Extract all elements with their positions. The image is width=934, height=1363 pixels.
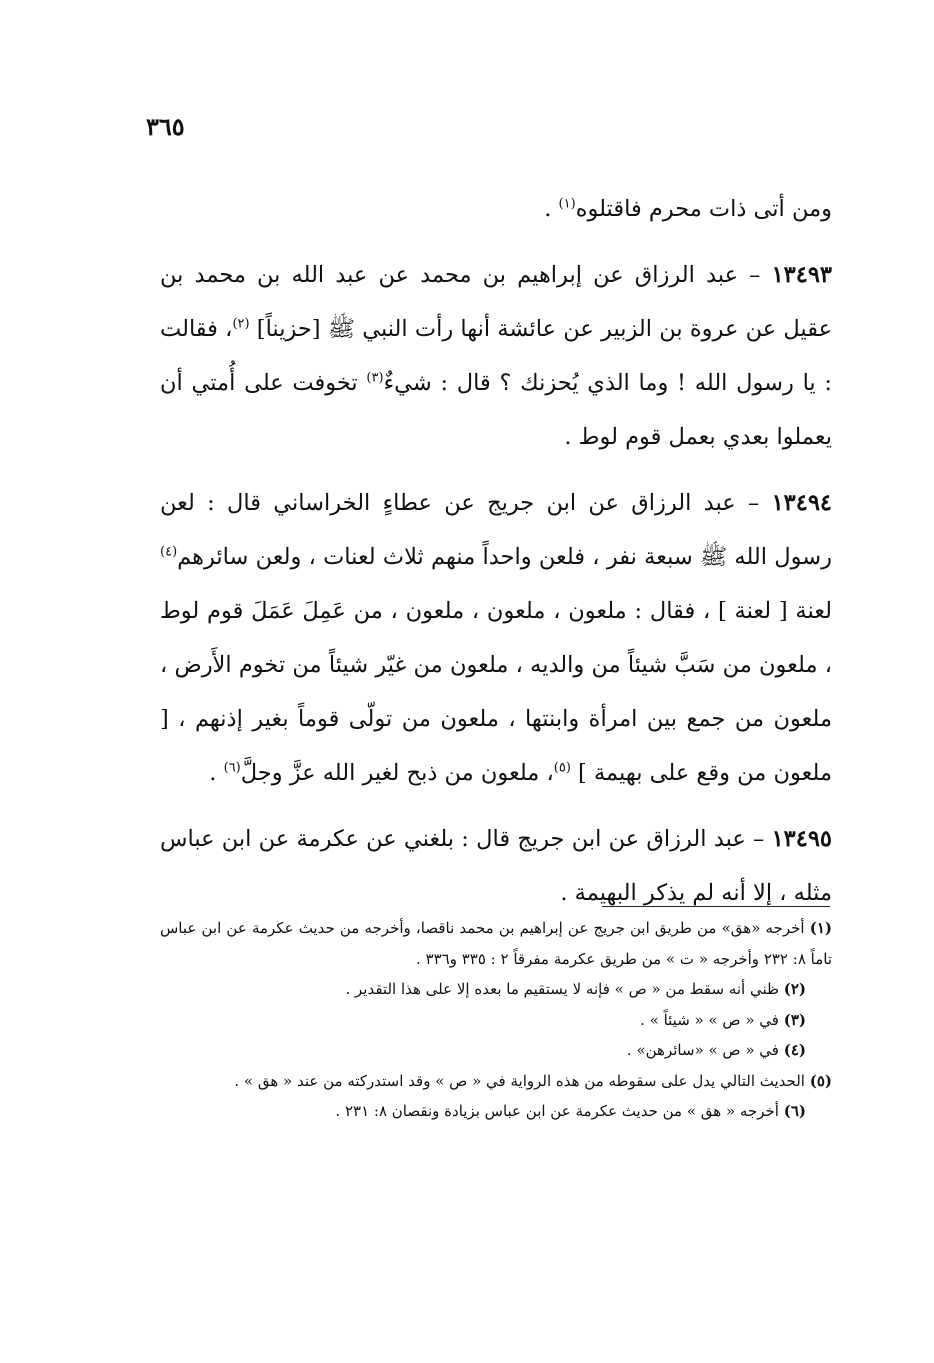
hadith-13493 <box>160 248 832 464</box>
footnote-text: أخرجه «هق» من طريق ابن جريج عن إبراهيم بن محمد ناقصا، وأخرجه من حديث عكرمة عن ابن عباس تاماً ٨: ٢٣٢ وأخرجه « ت » من طريق عكرمة مفرقاً ٢ : ٣٣٥ و٣٣٦ . <box>160 919 832 968</box>
paragraph-tail: . <box>544 196 559 222</box>
footnote-ref-1: (١) <box>558 196 576 212</box>
page-number: ٣٦٥ <box>146 112 185 141</box>
hadith-text: ، فقالت : يا رسول الله ! وما الذي يُحزنك ؟ قال : شيءٌ <box>160 316 832 396</box>
hadith-number: ١٣٤٩٥ <box>771 826 832 852</box>
footnote-text: في « ص » « شيئاً » . <box>640 1010 784 1029</box>
footnote-1 <box>160 913 832 974</box>
hadith-text: – عبد الرزاق عن ابن جريج قال : بلغني عن عكرمة عن ابن عباس مثله ، إلا أنه لم يذكر البهيمة . <box>160 826 832 906</box>
footnote-ref-4: (٤) <box>160 544 178 560</box>
footnote-mark: (٤) <box>783 1041 806 1059</box>
footnote-mark: (٢) <box>783 980 806 998</box>
hadith-number: ١٣٤٩٤ <box>771 490 832 516</box>
hadith-text: تخوفت على أُمتي أن يعملوا بعدي بعمل قوم لوط . <box>160 370 832 450</box>
paragraph-intro <box>160 182 832 236</box>
footnotes <box>160 913 832 1127</box>
footnote-mark: (٦) <box>783 1102 806 1120</box>
footnote-ref-5: (٥) <box>553 760 571 776</box>
footnote-ref-3: (٣) <box>366 370 384 386</box>
footnote-divider <box>602 906 830 907</box>
footnote-text: الحديث التالي يدل على سقوطه من هذه الرواية في « ص » وقد استدركته من عند « هق » . <box>234 1071 810 1090</box>
paragraph-text: ومن أتى ذات محرم فاقتلوه <box>575 196 832 222</box>
hadith-number: ١٣٤٩٣ <box>771 262 832 288</box>
footnote-6 <box>160 1096 832 1127</box>
footnote-mark: (١) <box>809 919 832 937</box>
hadith-text: – عبد الرزاق عن إبراهيم بن محمد عن عبد الله بن محمد بن عقيل عن عروة بن الزبير عن عائشة أنها رأت النبي ﷺ [حزيناً] <box>160 262 833 342</box>
footnote-mark: (٣) <box>783 1010 806 1029</box>
footnote-text: في « ص » «سائرهن» . <box>626 1041 784 1059</box>
footnote-3 <box>160 1005 832 1036</box>
hadith-text: – عبد الرزاق عن ابن جريج عن عطاءٍ الخراساني قال : لعن رسول الله ﷺ سبعة نفر ، فلعن واحداً منهم ثلاث لعنات ، ولعن سائرهم <box>160 490 832 570</box>
footnote-2 <box>160 974 832 1005</box>
footnote-mark: (٥) <box>809 1071 832 1090</box>
footnote-4 <box>160 1035 832 1066</box>
main-text <box>160 182 832 920</box>
footnote-ref-6: (٦) <box>223 760 241 776</box>
hadith-13495 <box>160 812 832 920</box>
hadith-text: . <box>209 760 224 786</box>
footnote-5 <box>160 1066 832 1097</box>
footnote-ref-2: (٢) <box>232 316 250 332</box>
footnote-text: ظني أنه سقط من « ص » فإنه لا يستقيم ما بعده إلا على هذا التقدير . <box>345 980 784 998</box>
hadith-13494 <box>160 476 832 800</box>
footnote-text: أخرجه « هق » من حديث عكرمة عن ابن عباس بزيادة ونقصان ٨: ٢٣١ . <box>335 1102 784 1120</box>
hadith-text: ، ملعون من ذبح لغير الله عزَّ وجلَّ <box>240 760 554 786</box>
hadith-text: لعنة [ لعنة ] ، فقال : ملعون ، ملعون ، ملعون ، من عَمِلَ عَمَلَ قوم لوط ، ملعون من سَبَّ شيئاً من والديه ، ملعون من غيّر شيئاً من تخوم الأَرض ، ملعون من جمع بين امرأة وابنتها ، ملعون من تولّى قوماً بغير إذنهم ، [ ملعون من وقع على بهيمة ] <box>160 598 832 786</box>
